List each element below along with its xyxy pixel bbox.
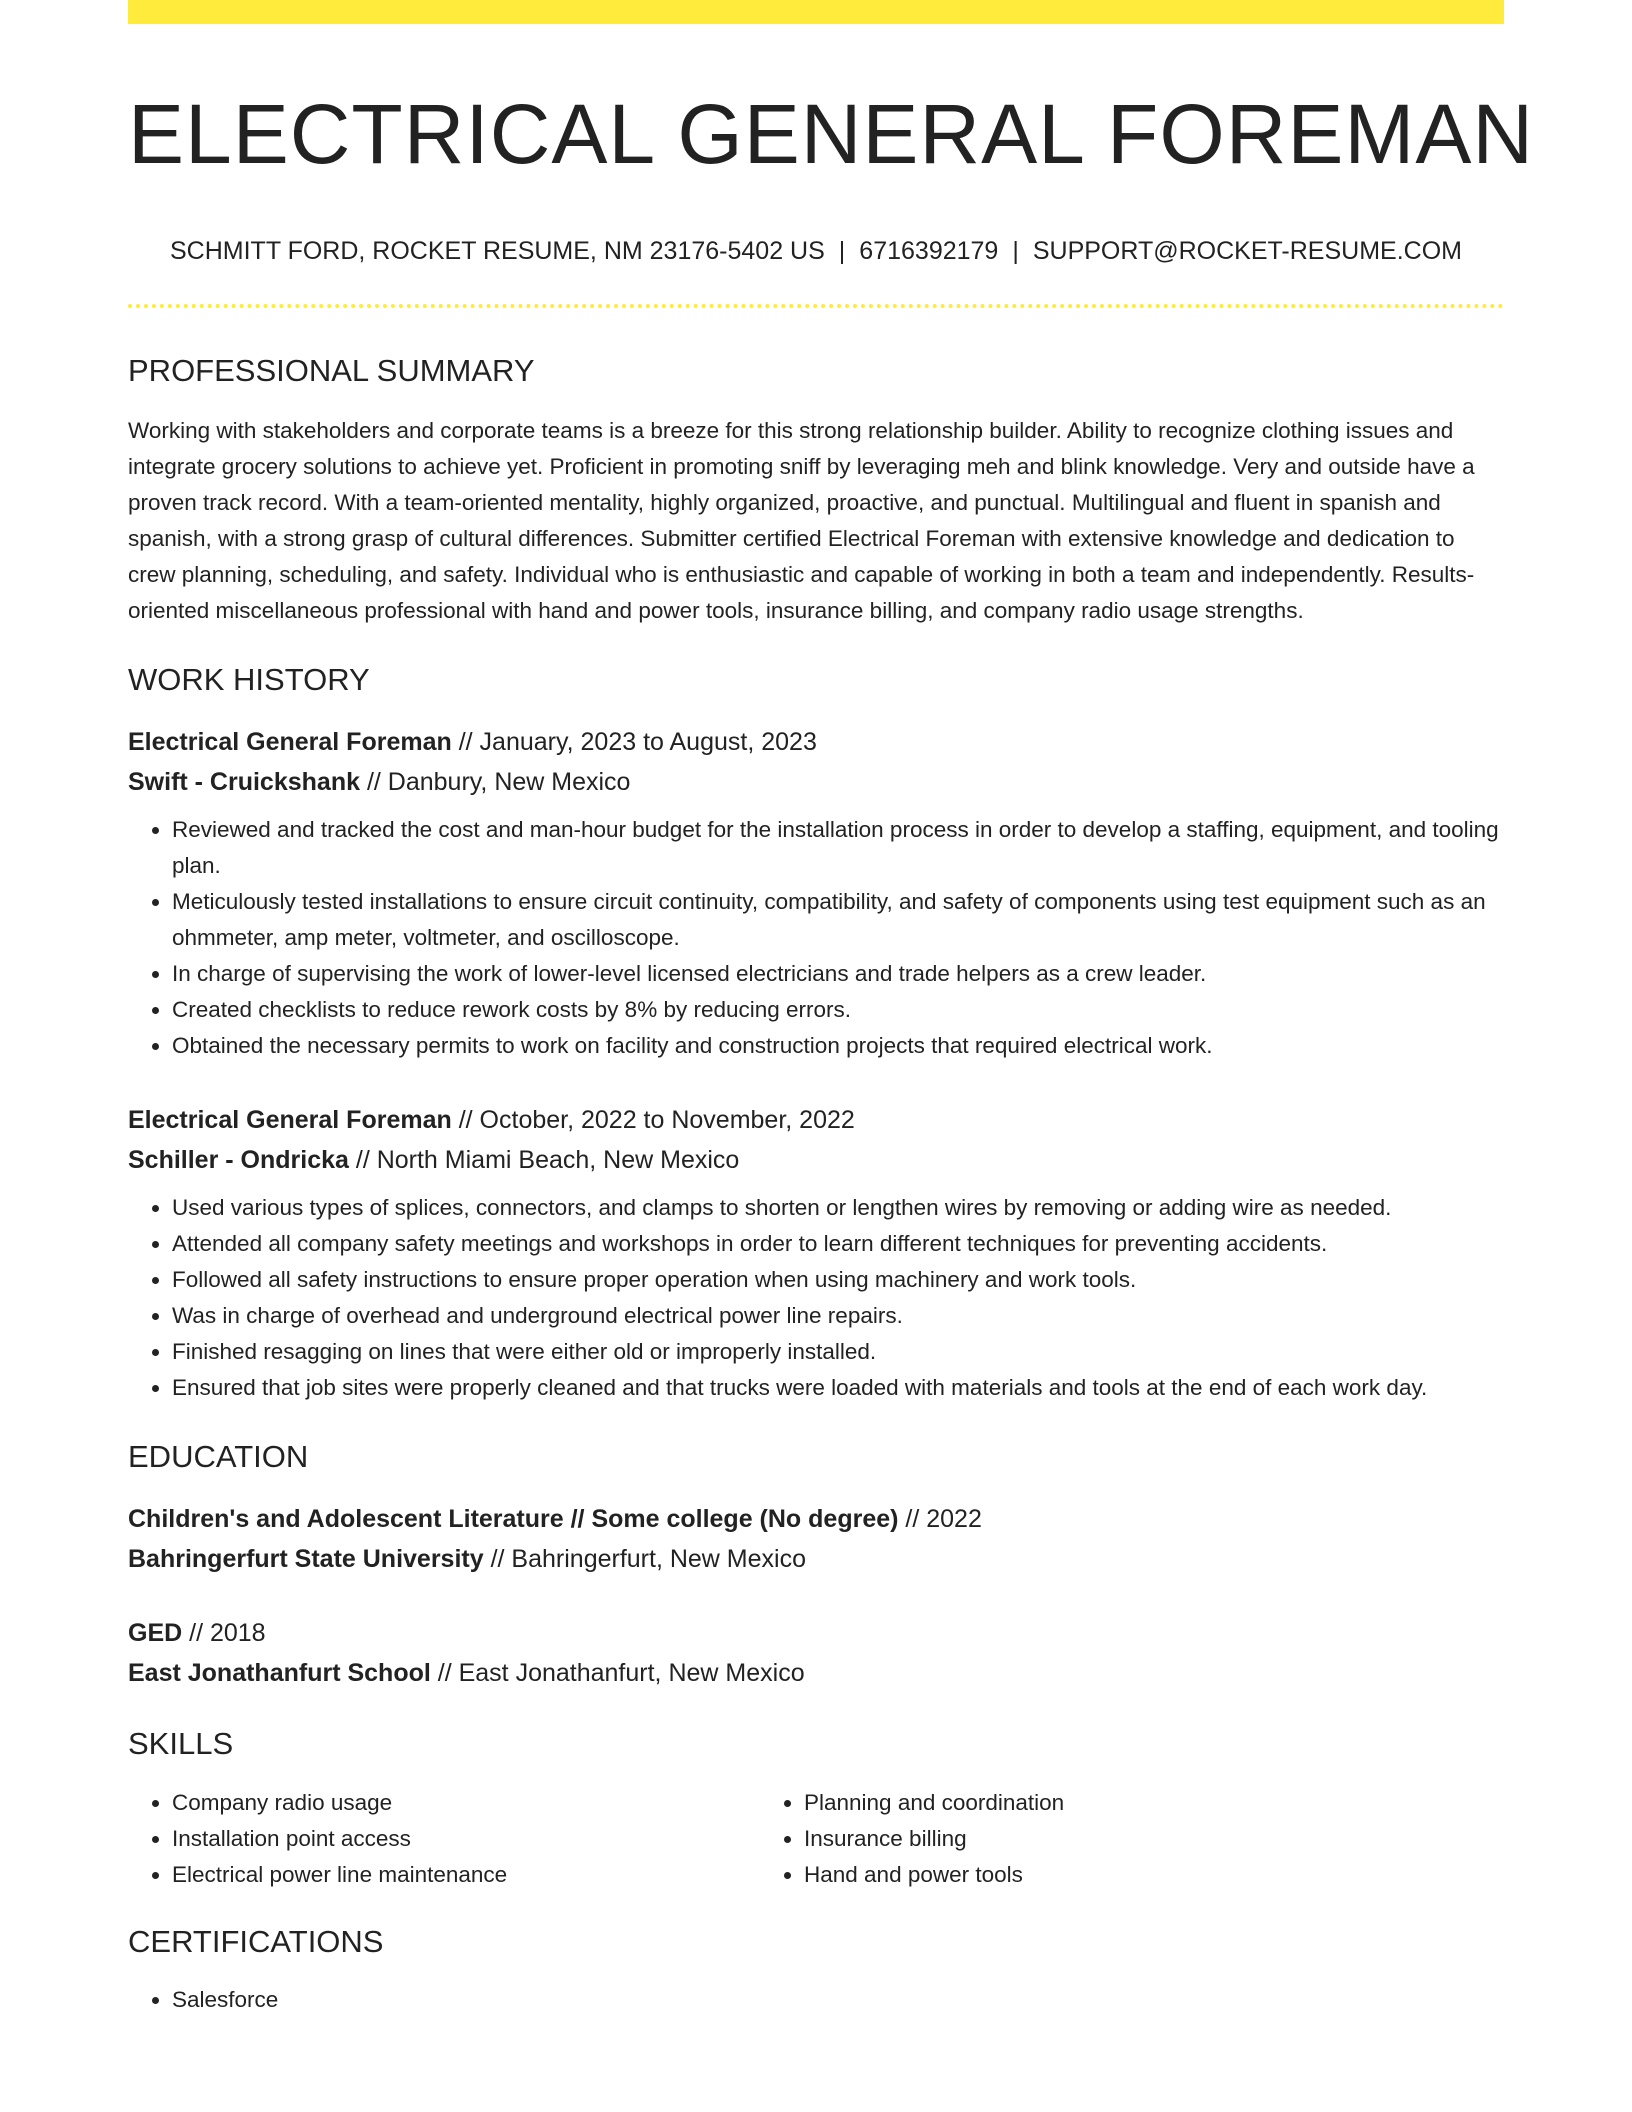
job-role: Electrical General Foreman [128,728,452,757]
certification-item: • Salesforce [172,1982,1504,2018]
accent-bar [128,0,1504,24]
list-item: • Obtained the necessary permits to work on facility and construction projects that required electrical work. [172,1028,1504,1064]
education-degree: GED [128,1619,183,1648]
contact-separator: | [838,236,846,265]
list-item: • Was in charge of overhead and underground electrical power line repairs. [172,1298,1504,1334]
section-title-education: EDUCATION [128,1439,309,1475]
skills-columns [128,1785,1504,1893]
education-school: East Jonathanfurt School [128,1659,431,1688]
section-title-certifications: CERTIFICATIONS [128,1923,384,1959]
list-item: • Reviewed and tracked the cost and man-hour budget for the installation process in order to develop a staffing, equipment, and tooling plan. [172,812,1504,884]
job-entry [128,1100,1504,1406]
job-bullets [128,1190,1504,1406]
skill-item: • Company radio usage [172,1785,760,1821]
skill-item: • Planning and coordination [804,1785,1392,1821]
job-location: // North Miami Beach, New Mexico [348,1146,740,1175]
section-title-skills: SKILLS [128,1726,234,1762]
job-role: Electrical General Foreman [128,1106,452,1135]
list-item: • Attended all company safety meetings and workshops in order to learn different techniques for preventing accidents. [172,1226,1504,1262]
education-degree-line [128,1499,1504,1539]
dotted-divider [128,304,1504,308]
skills-list-right [760,1785,1392,1893]
education-entry [128,1499,1504,1579]
skills-list-left [128,1785,760,1893]
summary-text: Working with stakeholders and corporate teams is a breeze for this strong relationship builder. Ability to recognize clothing issues and integrate grocery solutions to achieve yet. Proficient in promoting sniff by leveraging meh and blink knowledge. Very and outside have a proven track record. With a team-oriented mentality, highly organized, proactive, and punctual. Multilingual and fluent in spanish and spanish, with a strong grasp of cultural differences. Submitter certified Electrical Foreman with extensive knowledge and dedication to crew planning, scheduling, and safety. Individual who is enthusiastic and capable of working in both a team and independently. Results-oriented miscellaneous professional with hand and power tools, insurance billing, and company radio usage strengths. [128,417,1475,623]
job-entry [128,722,1504,1064]
certifications-list [128,1982,1504,2018]
list-item: • Finished resagging on lines that were either old or improperly installed. [172,1334,1504,1370]
skill-item: • Installation point access [172,1821,760,1857]
job-location: // Danbury, New Mexico [360,768,631,797]
job-bullets [128,812,1504,1064]
list-item: • In charge of supervising the work of lower-level licensed electricians and trade helpers as a crew leader. [172,956,1504,992]
education-location: // East Jonathanfurt, New Mexico [430,1659,805,1688]
job-title-line [128,1100,1504,1140]
contact-line [128,237,1504,266]
list-item: • Meticulously tested installations to ensure circuit continuity, compatibility, and safety of components using test equipment such as an ohmmeter, amp meter, voltmeter, and oscilloscope. [172,884,1504,956]
skill-item: • Hand and power tools [804,1857,1392,1893]
contact-separator: | [1012,236,1019,265]
education-school: Bahringerfurt State University [128,1545,484,1574]
skill-item: • Insurance billing [804,1821,1392,1857]
job-company: Swift - Cruickshank [128,768,360,797]
list-item: • Followed all safety instructions to ensure proper operation when using machinery and work tools. [172,1262,1504,1298]
education-degree: Children's and Adolescent Literature // Some college (No degree) [128,1505,899,1534]
education-school-line [128,1653,1504,1693]
job-company-line [128,762,1504,802]
contact-address: SCHMITT FORD, ROCKET RESUME, NM 23176-5402 US [170,236,825,265]
contact-email: SUPPORT@ROCKET-RESUME.COM [1032,236,1462,265]
section-title-summary: PROFESSIONAL SUMMARY [128,352,535,388]
list-item: • Created checklists to reduce rework costs by 8% by reducing errors. [172,992,1504,1028]
contact-phone: 6716392179 [859,236,999,265]
education-year: // 2018 [182,1619,266,1648]
education-entry [128,1613,1504,1693]
job-company-line [128,1140,1504,1180]
education-location: // Bahringerfurt, New Mexico [483,1545,806,1574]
job-dates: // January, 2023 to August, 2023 [451,728,817,757]
resume-title: ELECTRICAL GENERAL FOREMAN [128,87,1535,181]
job-company: Schiller - Ondricka [128,1146,349,1175]
education-year: // 2022 [898,1505,982,1534]
resume-page [128,0,1535,2018]
list-item: • Ensured that job sites were properly cleaned and that trucks were loaded with materials and tools at the end of each work day. [172,1370,1504,1406]
list-item: • Used various types of splices, connectors, and clamps to shorten or lengthen wires by removing or adding wire as needed. [172,1190,1504,1226]
section-title-work-history: WORK HISTORY [128,661,370,697]
education-degree-line [128,1613,1504,1653]
skill-item: • Electrical power line maintenance [172,1857,760,1893]
job-title-line [128,722,1504,762]
job-dates: // October, 2022 to November, 2022 [451,1106,855,1135]
education-school-line [128,1539,1504,1579]
